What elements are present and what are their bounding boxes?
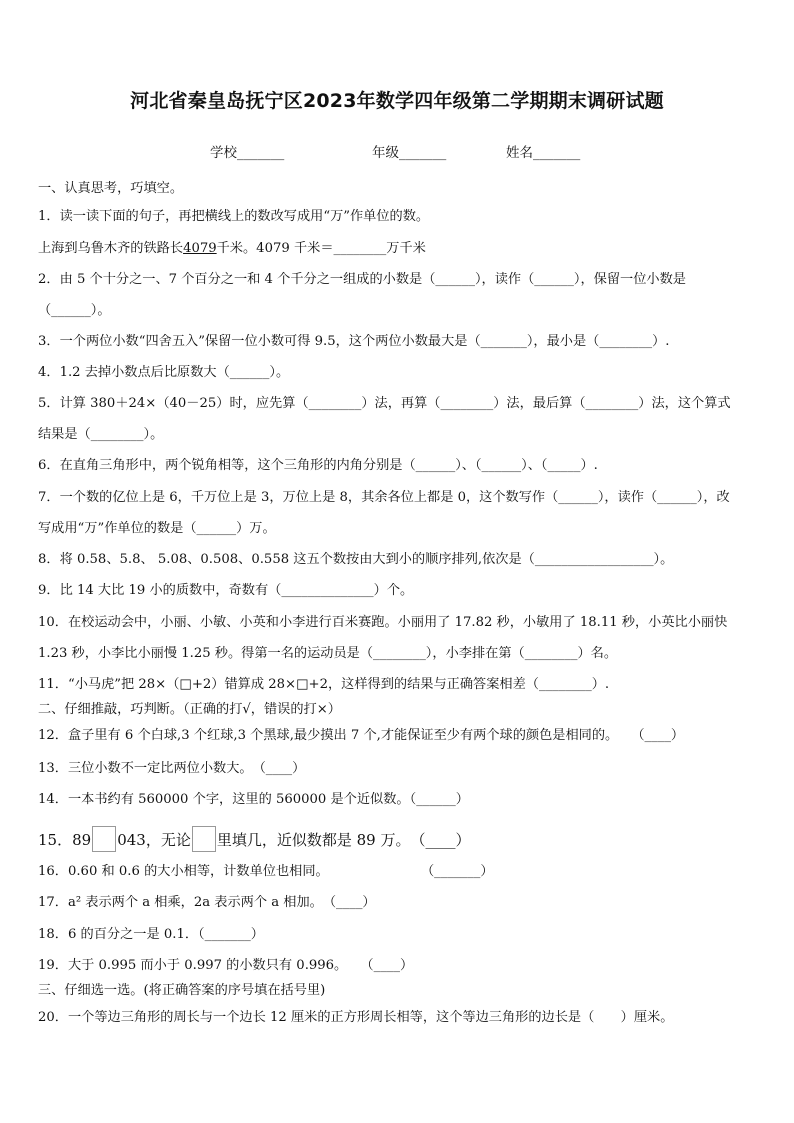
question-17: 17．a² 表示两个 a 相乘，2a 表示两个 a 相加。 （____） [38, 895, 376, 910]
question-2: 2．由 5 个十分之一、7 个百分之一和 4 个千分之一组成的小数是（______），读作（______），保留一位小数是 [38, 272, 686, 287]
section-2-heading: 二、仔细推敲，巧判断。（正确的打√，错误的打×） [38, 702, 341, 717]
question-18: 18．6 的百分之一是 0.1．（_______） [38, 927, 264, 942]
section-3-heading: 三、仔细选一选。(将正确答案的序号填在括号里) [38, 983, 326, 998]
q1-sentence-suffix: 千米。4079 千米＝________万千米 [216, 241, 426, 256]
question-5: 5．计算 380＋24×（40－25）时，应先算（________）法，再算（________）法，最后算（________）法，这个算式 [38, 396, 731, 411]
question-15 [38, 826, 758, 852]
q15-suffix: 里填几，近似数都是 89 万。 （____） [216, 831, 471, 849]
question-13: 13．三位小数不一定比两位小数大。 （____） [38, 761, 306, 776]
exam-title: 河北省秦皇岛抚宁区2023年数学四年级第二学期期末调研试题 [130, 90, 664, 112]
question-7: 7．一个数的亿位上是 6，千万位上是 3，万位上是 8，其余各位上都是 0，这个数写作（______），读作（______），改 [38, 490, 730, 505]
question-4: 4．1.2 去掉小数点后比原数大（______）。 [38, 365, 290, 380]
question-19: 19．大于 0.995 而小于 0.997 的小数只有 0.996。 （____） [38, 958, 414, 973]
grade-field: 年级_______ [372, 145, 447, 161]
question-11: 11．“小马虎”把 28×（□+2）错算成 28×□+2，这样得到的结果与正确答案相差（________）. [38, 677, 610, 692]
question-6: 6．在直角三角形中，两个锐角相等，这个三角形的内角分别是（______）、（______）、（_____）. [38, 458, 598, 473]
question-2-cont: （______）。 [38, 303, 111, 318]
question-1: 1．读一读下面的句子，再把横线上的数改写成用“万”作单位的数。 [38, 209, 430, 224]
question-1-sentence [38, 240, 758, 258]
question-10: 10．在校运动会中，小丽、小敏、小英和小李进行百米赛跑。小丽用了 17.82 秒，小敏用了 18.11 秒，小英比小丽快 [38, 615, 728, 630]
question-7-cont: 写成用“万”作单位的数是（______）万。 [38, 521, 276, 536]
question-20: 20．一个等边三角形的周长与一个边长 12 厘米的正方形周长相等，这个等边三角形的边长是（ ）厘米。 [38, 1010, 674, 1025]
question-12: 12．盒子里有 6 个白球,3 个红球,3 个黑球,最少摸出 7 个,才能保证至少有两个球的颜色是相同的。 （____） [38, 728, 685, 743]
school-field: 学校_______ [210, 145, 285, 161]
q15-middle: 043，无论 [117, 831, 191, 849]
question-10-cont: 1.23 秒，小李比小丽慢 1.25 秒。得第一名的运动员是（________），小李排在第（________）名。 [38, 646, 618, 661]
answer-box[interactable] [92, 826, 116, 852]
q1-sentence-prefix: 上海到乌鲁木齐的铁路长 [38, 241, 184, 256]
q15-prefix: 15．89 [38, 831, 92, 849]
question-5-cont: 结果是（________）。 [38, 427, 164, 442]
name-field: 姓名_______ [506, 145, 581, 161]
question-3: 3．一个两位小数“四舍五入”保留一位小数可得 9.5，这个两位小数最大是（_______），最小是（________）. [38, 334, 670, 349]
section-1-heading: 一、认真思考，巧填空。 [38, 181, 184, 196]
q1-underlined-number: 4079 [183, 241, 217, 256]
question-14: 14．一本书约有 560000 个字，这里的 560000 是个近似数。（______） [38, 792, 469, 807]
answer-box[interactable] [192, 826, 216, 852]
question-9: 9．比 14 大比 19 小的质数中，奇数有（______________）个。 [38, 583, 414, 598]
question-8: 8．将 0.58、5.8、 5.08、0.508、0.558 这五个数按由大到小的顺序排列,依次是（__________________）。 [38, 552, 674, 567]
question-16: 16．0.60 和 0.6 的大小相等，计数单位也相同。 （_______） [38, 864, 494, 879]
